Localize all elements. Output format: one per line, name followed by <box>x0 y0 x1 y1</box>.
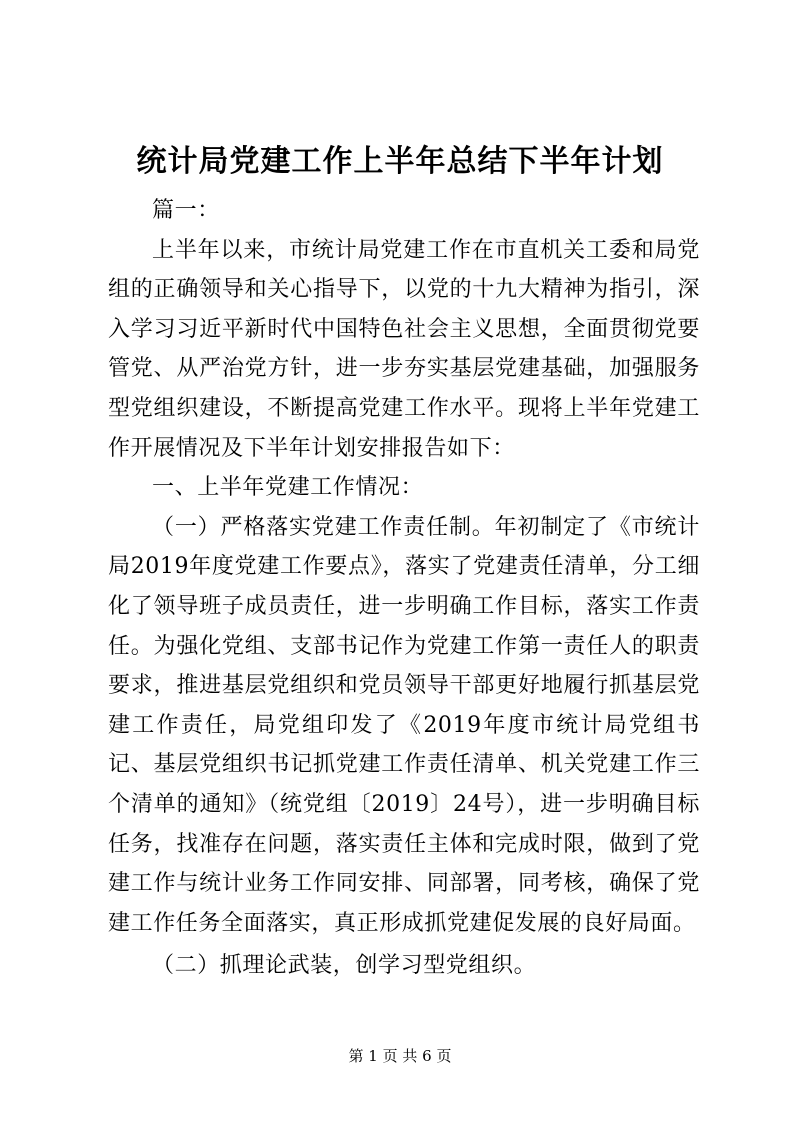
document-title: 统计局党建工作上半年总结下半年计划 <box>136 144 664 179</box>
section-label: 篇一： <box>152 198 220 223</box>
document-body <box>108 191 700 986</box>
section-heading: 一、上半年党建工作情况： <box>152 475 424 501</box>
intro-paragraph: 上半年以来，市统计局党建工作在市直机关工委和局党组的正确领导和关心指导下，以党的十九大精神为指引，深入学习习近平新时代中国特色社会主义思想，全面贯彻党要管党、从严治党方针，进一步夯实基层党建基础，加强服务型党组织建设，不断提高党建工作水平。现将上半年党建工作开展情况及下半年计划安排报告如下： <box>108 237 700 461</box>
subsection-paragraph: （一）严格落实党建工作责任制。年初制定了《市统计局2019年度党建工作要点》，落实了党建责任清单，分工细化了领导班子成员责任，进一步明确工作目标，落实工作责任。为强化党组、支部书记作为党建工作第一责任人的职责要求，推进基层党组织和党员领导干部更好地履行抓基层党建工作责任，局党组印发了《2019年度市统计局党组书记、基层党组织书记抓党建工作责任清单、机关党建工作三个清单的通知》（统党组〔2019〕24号），进一步明确目标任务，找准存在问题，落实责任主体和完成时限，做到了党建工作与统计业务工作同安排、同部署，同考核，确保了党建工作任务全面落实，真正形成抓党建促发展的良好局面。 <box>108 514 700 936</box>
page-footer: 第 1 页 共 6 页 <box>348 1047 452 1065</box>
subsection-heading: （二）抓理论武装，创学习型党组织。 <box>152 953 537 979</box>
